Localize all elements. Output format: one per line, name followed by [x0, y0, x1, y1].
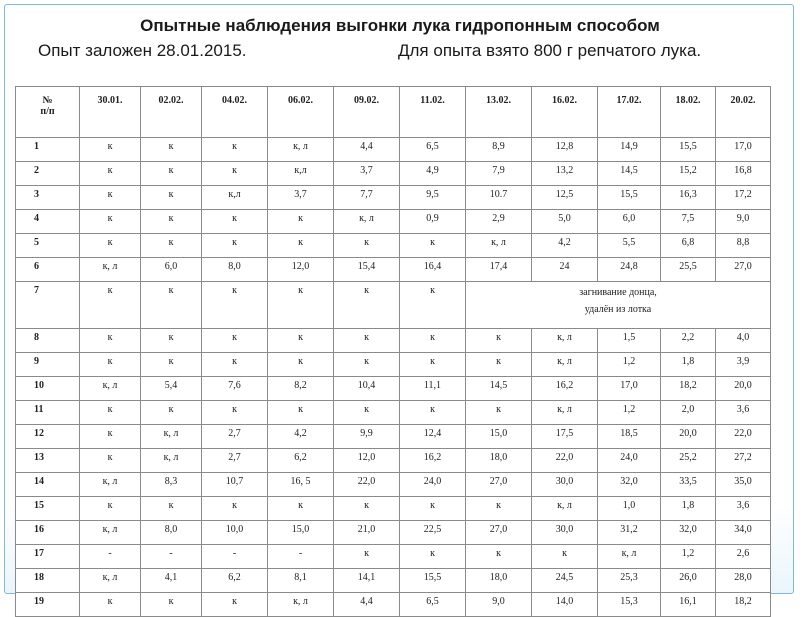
table-cell: 8,8	[716, 234, 771, 258]
table-cell: к	[80, 497, 141, 521]
table-cell: 15,2	[661, 162, 716, 186]
table-cell: 27,0	[466, 473, 532, 497]
table-cell: 5,4	[141, 377, 202, 401]
table-cell: 12,0	[334, 449, 400, 473]
table-cell: 24,8	[598, 258, 661, 282]
table-cell: к	[141, 138, 202, 162]
header-date-2: 02.02.	[141, 87, 202, 138]
table-cell: к, л	[598, 545, 661, 569]
table-cell: к	[80, 162, 141, 186]
table-cell: 4,1	[141, 569, 202, 593]
table-cell: 20,0	[661, 425, 716, 449]
observations-table	[15, 86, 771, 617]
table-cell: 2,7	[202, 449, 268, 473]
table-cell: к	[141, 162, 202, 186]
table-cell: 2,7	[202, 425, 268, 449]
table-cell: 22,0	[716, 425, 771, 449]
table-cell: 6,0	[598, 210, 661, 234]
table-cell: 4,9	[400, 162, 466, 186]
table-cell: к	[334, 282, 400, 329]
table-row	[16, 162, 771, 186]
table-cell: 32,0	[661, 521, 716, 545]
table-cell: 2,0	[661, 401, 716, 425]
table-cell: 8,2	[268, 377, 334, 401]
table-cell: 5,5	[598, 234, 661, 258]
table-cell: 15,0	[268, 521, 334, 545]
table-cell: 1,0	[598, 497, 661, 521]
table-cell: к, л	[334, 210, 400, 234]
table-cell: к, л	[141, 425, 202, 449]
experiment-start-text: Опыт заложен 28.01.2015.	[38, 41, 247, 60]
header-date-8: 16.02.	[532, 87, 598, 138]
table-cell: к	[400, 329, 466, 353]
header-no-symbol: №	[42, 95, 53, 106]
row-number-cell: 2	[16, 162, 80, 186]
header-date-6: 11.02.	[400, 87, 466, 138]
row-number-cell: 10	[16, 377, 80, 401]
table-cell: к	[141, 497, 202, 521]
table-cell: 24,0	[400, 473, 466, 497]
table-cell: к	[141, 593, 202, 617]
table-cell: 28,0	[716, 569, 771, 593]
table-cell: к	[400, 545, 466, 569]
table-cell: 12,8	[532, 138, 598, 162]
table-cell: 8,1	[268, 569, 334, 593]
header-date-9: 17.02.	[598, 87, 661, 138]
table-cell: 2,6	[716, 545, 771, 569]
row-number-cell: 18	[16, 569, 80, 593]
table-cell: к	[80, 425, 141, 449]
table-cell: к	[202, 353, 268, 377]
header-date-11: 20.02.	[716, 87, 771, 138]
table-cell: 17,0	[598, 377, 661, 401]
table-cell: 3,7	[334, 162, 400, 186]
table-cell: 18,2	[716, 593, 771, 617]
table-cell: 35,0	[716, 473, 771, 497]
table-cell: к	[334, 497, 400, 521]
table-row	[16, 521, 771, 545]
table-cell: 25,5	[661, 258, 716, 282]
row-number-cell: 3	[16, 186, 80, 210]
merged-note-line: загнивание донца,	[579, 287, 657, 298]
table-cell: 5,0	[532, 210, 598, 234]
table-cell: 4,4	[334, 593, 400, 617]
table-cell: к, л	[80, 569, 141, 593]
table-cell: 30,0	[532, 521, 598, 545]
table-cell: 4,2	[532, 234, 598, 258]
table-cell: 6,2	[268, 449, 334, 473]
table-cell: 12,4	[400, 425, 466, 449]
table-body	[16, 138, 771, 617]
table-cell: к,л	[268, 162, 334, 186]
table-cell: 14,5	[598, 162, 661, 186]
table-row	[16, 593, 771, 617]
table-cell: 22,5	[400, 521, 466, 545]
table-cell: 22,0	[334, 473, 400, 497]
row-number-cell: 8	[16, 329, 80, 353]
table-cell: 1,2	[598, 353, 661, 377]
table-cell: к	[80, 401, 141, 425]
table-cell: к	[141, 353, 202, 377]
table-cell: к	[80, 593, 141, 617]
row-number-cell: 16	[16, 521, 80, 545]
table-cell: 0,9	[400, 210, 466, 234]
table-cell: к	[268, 282, 334, 329]
table-cell: 13,2	[532, 162, 598, 186]
table-cell: 3,9	[716, 353, 771, 377]
table-cell: к	[466, 497, 532, 521]
table-cell: к, л	[532, 329, 598, 353]
table-cell: 34,0	[716, 521, 771, 545]
table-cell: 20,0	[716, 377, 771, 401]
experiment-amount-text: Для опыта взято 800 г репчатого лука.	[398, 41, 702, 60]
table-cell: к	[400, 401, 466, 425]
header-date-5: 09.02.	[334, 87, 400, 138]
table-cell: к,л	[202, 186, 268, 210]
table-cell: 16,8	[716, 162, 771, 186]
table-cell: к, л	[466, 234, 532, 258]
table-cell: 18,5	[598, 425, 661, 449]
table-cell: 27,2	[716, 449, 771, 473]
table-cell: 3,6	[716, 401, 771, 425]
table-cell: 25,2	[661, 449, 716, 473]
table-cell: 16,3	[661, 186, 716, 210]
table-cell: к, л	[268, 593, 334, 617]
table-cell: 4,0	[716, 329, 771, 353]
row-number-cell: 1	[16, 138, 80, 162]
header-date-1: 30.01.	[80, 87, 141, 138]
table-cell: к	[202, 162, 268, 186]
table-cell: 15,0	[466, 425, 532, 449]
table-cell: 22,0	[532, 449, 598, 473]
table-row	[16, 282, 771, 329]
table-cell: 14,9	[598, 138, 661, 162]
table-cell: к	[268, 234, 334, 258]
table-cell: к	[80, 210, 141, 234]
table-cell: к	[466, 545, 532, 569]
row-number-cell: 7	[16, 282, 80, 329]
table-cell: 8,0	[202, 258, 268, 282]
table-cell: к	[202, 329, 268, 353]
table-cell: к	[400, 353, 466, 377]
table-cell: к	[80, 234, 141, 258]
table-cell: 3,6	[716, 497, 771, 521]
table-cell: 33,5	[661, 473, 716, 497]
table-cell: 1,2	[598, 401, 661, 425]
row-number-cell: 15	[16, 497, 80, 521]
table-cell: 21,0	[334, 521, 400, 545]
table-cell: к	[141, 210, 202, 234]
table-cell: 9,0	[716, 210, 771, 234]
table-row	[16, 425, 771, 449]
page-title: Опытные наблюдения выгонки лука гидропонным способом	[140, 16, 660, 35]
table-cell: к	[532, 545, 598, 569]
merged-note-line: удалён из лотка	[584, 304, 652, 315]
table-cell: 18,0	[466, 449, 532, 473]
table-cell: 7,6	[202, 377, 268, 401]
table-row	[16, 377, 771, 401]
table-cell: 17,5	[532, 425, 598, 449]
table-cell: к	[268, 329, 334, 353]
table-cell: 17,2	[716, 186, 771, 210]
table-cell: 27,0	[466, 521, 532, 545]
row-number-cell: 9	[16, 353, 80, 377]
table-cell: к, л	[532, 353, 598, 377]
header-row	[16, 87, 771, 138]
table-cell: 7,7	[334, 186, 400, 210]
header-date-7: 13.02.	[466, 87, 532, 138]
table-cell: к	[400, 234, 466, 258]
table-cell: к	[202, 593, 268, 617]
table-row	[16, 449, 771, 473]
table-cell: 2,9	[466, 210, 532, 234]
table-cell: 30,0	[532, 473, 598, 497]
table-cell: 14,0	[532, 593, 598, 617]
table-cell: 8,0	[141, 521, 202, 545]
table-cell: 2,2	[661, 329, 716, 353]
table-cell: к	[80, 353, 141, 377]
table-cell: к	[80, 138, 141, 162]
observations-table-container	[15, 86, 770, 617]
table-cell: 10,0	[202, 521, 268, 545]
table-row	[16, 473, 771, 497]
header-no-abbr: п/п	[40, 106, 55, 117]
table-row	[16, 186, 771, 210]
table-cell: к	[141, 329, 202, 353]
table-cell: 14,5	[466, 377, 532, 401]
table-cell: 15,4	[334, 258, 400, 282]
table-cell: 24,5	[532, 569, 598, 593]
table-cell: к	[202, 282, 268, 329]
table-cell: 15,5	[661, 138, 716, 162]
table-cell: 16,2	[532, 377, 598, 401]
table-cell: 9,0	[466, 593, 532, 617]
header-date-10: 18.02.	[661, 87, 716, 138]
table-cell: 26,0	[661, 569, 716, 593]
table-cell: 18,0	[466, 569, 532, 593]
table-cell: 24	[532, 258, 598, 282]
table-cell: 10,7	[202, 473, 268, 497]
table-cell: 4,4	[334, 138, 400, 162]
table-cell: 16,2	[400, 449, 466, 473]
table-cell: 10,4	[334, 377, 400, 401]
table-cell: 6,5	[400, 138, 466, 162]
table-cell: к	[141, 401, 202, 425]
table-cell: -	[202, 545, 268, 569]
table-cell: к, л	[80, 473, 141, 497]
table-cell: к	[80, 329, 141, 353]
table-cell: 6,5	[400, 593, 466, 617]
header-date-4: 06.02.	[268, 87, 334, 138]
header-row-number	[16, 87, 80, 138]
table-row	[16, 353, 771, 377]
table-cell: к	[80, 186, 141, 210]
table-cell: 8,9	[466, 138, 532, 162]
table-cell: 31,2	[598, 521, 661, 545]
row-number-cell: 6	[16, 258, 80, 282]
row-number-cell: 14	[16, 473, 80, 497]
table-cell: 6,0	[141, 258, 202, 282]
table-cell: к	[141, 234, 202, 258]
table-cell: 1,5	[598, 329, 661, 353]
table-cell: к	[466, 401, 532, 425]
table-cell: к	[334, 401, 400, 425]
table-cell: к	[268, 210, 334, 234]
table-cell: к, л	[141, 449, 202, 473]
table-row	[16, 258, 771, 282]
table-cell: к	[268, 401, 334, 425]
table-cell: к	[334, 329, 400, 353]
table-cell: к	[202, 210, 268, 234]
table-cell: к	[400, 497, 466, 521]
merged-note-cell	[466, 282, 771, 329]
table-cell: -	[80, 545, 141, 569]
table-cell: 17,0	[716, 138, 771, 162]
table-cell: 27,0	[716, 258, 771, 282]
table-cell: 1,8	[661, 353, 716, 377]
table-row	[16, 545, 771, 569]
table-cell: 6,2	[202, 569, 268, 593]
table-cell: к	[400, 282, 466, 329]
table-cell: -	[268, 545, 334, 569]
table-cell: 9,9	[334, 425, 400, 449]
table-cell: к, л	[268, 138, 334, 162]
table-cell: к	[141, 282, 202, 329]
table-cell: 1,8	[661, 497, 716, 521]
row-number-cell: 12	[16, 425, 80, 449]
table-row	[16, 138, 771, 162]
table-cell: к	[466, 329, 532, 353]
row-number-cell: 19	[16, 593, 80, 617]
table-cell: -	[141, 545, 202, 569]
table-cell: к	[268, 497, 334, 521]
table-cell: к, л	[532, 497, 598, 521]
table-cell: 1,2	[661, 545, 716, 569]
table-cell: к, л	[80, 377, 141, 401]
table-cell: к, л	[532, 401, 598, 425]
table-row	[16, 497, 771, 521]
table-row	[16, 401, 771, 425]
table-cell: 14,1	[334, 569, 400, 593]
table-cell: 11,1	[400, 377, 466, 401]
table-cell: 7,5	[661, 210, 716, 234]
table-cell: 24,0	[598, 449, 661, 473]
row-number-cell: 17	[16, 545, 80, 569]
table-cell: 15,3	[598, 593, 661, 617]
table-cell: к	[466, 353, 532, 377]
table-cell: к	[334, 234, 400, 258]
table-cell: 32,0	[598, 473, 661, 497]
table-cell: 15,5	[400, 569, 466, 593]
table-row	[16, 234, 771, 258]
table-cell: 17,4	[466, 258, 532, 282]
table-cell: 12,5	[532, 186, 598, 210]
row-number-cell: 13	[16, 449, 80, 473]
table-cell: 6,8	[661, 234, 716, 258]
table-cell: к	[141, 186, 202, 210]
table-cell: 9,5	[400, 186, 466, 210]
table-cell: 12,0	[268, 258, 334, 282]
table-cell: 16,1	[661, 593, 716, 617]
table-cell: к	[202, 138, 268, 162]
table-cell: к	[80, 449, 141, 473]
table-cell: 4,2	[268, 425, 334, 449]
table-row	[16, 210, 771, 234]
table-cell: к	[268, 353, 334, 377]
table-cell: к, л	[80, 521, 141, 545]
table-row	[16, 569, 771, 593]
table-cell: 7,9	[466, 162, 532, 186]
table-cell: 8,3	[141, 473, 202, 497]
table-cell: к	[334, 545, 400, 569]
row-number-cell: 4	[16, 210, 80, 234]
table-cell: 16, 5	[268, 473, 334, 497]
table-row	[16, 329, 771, 353]
table-cell: 16,4	[400, 258, 466, 282]
table-cell: 25,3	[598, 569, 661, 593]
row-number-cell: 5	[16, 234, 80, 258]
table-cell: 3,7	[268, 186, 334, 210]
table-cell: к	[334, 353, 400, 377]
table-cell: к	[202, 234, 268, 258]
header-date-3: 04.02.	[202, 87, 268, 138]
table-cell: 15,5	[598, 186, 661, 210]
table-cell: к	[80, 282, 141, 329]
table-cell: 10.7	[466, 186, 532, 210]
table-cell: к, л	[80, 258, 141, 282]
table-cell: 18,2	[661, 377, 716, 401]
table-cell: к	[202, 401, 268, 425]
table-cell: к	[202, 497, 268, 521]
row-number-cell: 11	[16, 401, 80, 425]
